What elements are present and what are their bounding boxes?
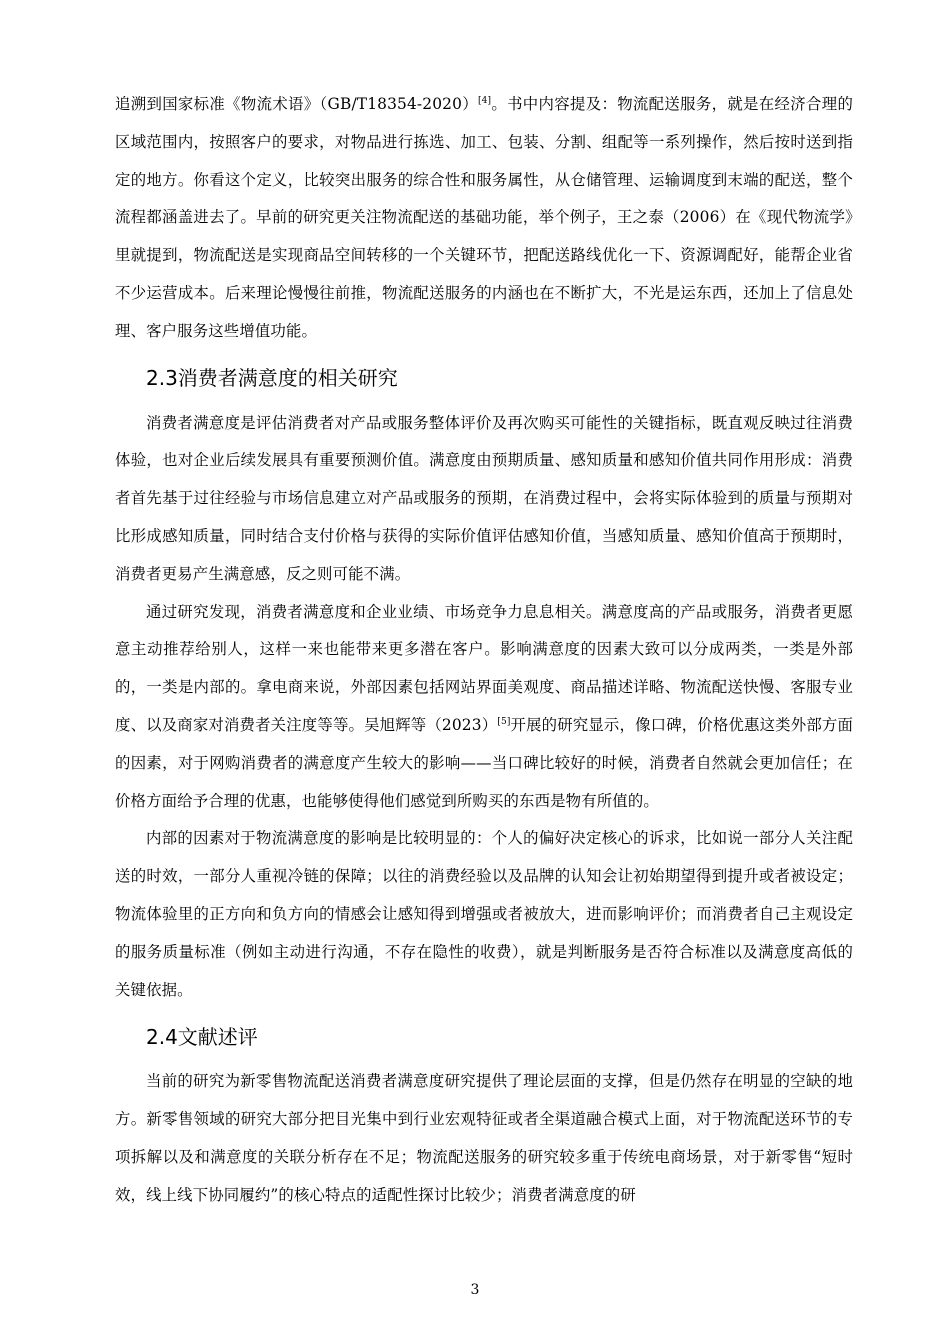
citation-reference: [4] xyxy=(477,96,492,106)
paragraph-text: 追溯到国家标准《物流术语》（GB/T18354-2020） xyxy=(115,95,478,113)
section-heading: 2.3消费者满意度的相关研究 xyxy=(146,365,398,390)
paragraph-text: 通过研究发现，消费者满意度和企业业绩、市场竞争力息息相关。满意度高的产品或服务，消费者更愿意主动推荐给别人，这样一来也能带来更多潜在客户。影响满意度的因素大致可以分成两类，一类是外部的，一类是内部的。拿电商来说，外部因素包括网站界面美观度、商品描述详略、物流配送快慢、客服专业度、以及商家对消费者关注度等等。吴旭辉等（2023） xyxy=(115,602,853,734)
citation-reference: [5] xyxy=(497,716,511,727)
paragraph: 当前的研究为新零售物流配送消费者满意度研究提供了理论层面的支撑，但是仍然存在明显的空缺的地方。新零售领域的研究大部分把目光集中到行业宏观特征或者全渠道融合模式上面，对于物流配送环节的专项拆解以及和满意度的关联分析存在不足；物流配送服务的研究较多重于传统电商场景，对于新零售“短时效，线上线下协同履约”的核心特点的适配性探讨比较少；消费者满意度的研 xyxy=(115,1072,853,1204)
page-number: 3 xyxy=(470,1282,480,1298)
section-heading: 2.4文献述评 xyxy=(146,1025,258,1050)
page-content xyxy=(115,86,853,1215)
paragraph: 内部的因素对于物流满意度的影响是比较明显的：个人的偏好决定核心的诉求，比如说一部分人关注配送的时效，一部分人重视冷链的保障；以往的消费经验以及品牌的认知会让初始期望得到提升或者被设定；物流体验里的正方向和负方向的情感会让感知得到增强或者被放大，进而影响评价；而消费者自己主观设定的服务质量标准（例如主动进行沟通，不存在隐性的收费），就是判断服务是否符合标准以及满意度高低的关键依据。 xyxy=(115,829,853,999)
paragraph xyxy=(115,86,853,351)
paragraph-text: 。书中内容提及：物流配送服务，就是在经济合理的区域范围内，按照客户的要求，对物品进行拣选、加工、包装、分割、组配等一系列操作，然后按时送到指定的地方。你看这个定义，比较突出服务的综合性和服务属性，从仓储管理、运输调度到末端的配送，整个流程都涵盖进去了。早前的研究更关注物流配送的基础功能，举个例子，王之泰（2006）在《现代物流学》里就提到，物流配送是实现商品空间转移的一个关键环节，把配送路线优化一下、资源调配好，能帮企业省不少运营成本。后来理论慢慢往前推，物流配送服务的内涵也在不断扩大，不光是运东西，还加上了信息处理、客户服务这些增值功能。 xyxy=(115,95,853,340)
paragraph: 消费者满意度是评估消费者对产品或服务整体评价及再次购买可能性的关键指标，既直观反映过往消费体验，也对企业后续发展具有重要预测价值。满意度由预期质量、感知质量和感知价值共同作用形成：消费者首先基于过往经验与市场信息建立对产品或服务的预期，在消费过程中，会将实际体验到的质量与预期对比形成感知质量，同时结合支付价格与获得的实际价值评估感知价值，当感知质量、感知价值高于预期时，消费者更易产生满意感，反之则可能不满。 xyxy=(115,413,853,583)
paragraph xyxy=(115,594,853,821)
paragraph-text: 开展的研究显示，像口碑，价格优惠这类外部方面的因素，对于网购消费者的满意度产生较大的影响——当口碑比较好的时候，消费者自然就会更加信任；在价格方面给予合理的优惠，也能够使得他们感觉到所购买的东西是物有所值的。 xyxy=(115,715,853,810)
